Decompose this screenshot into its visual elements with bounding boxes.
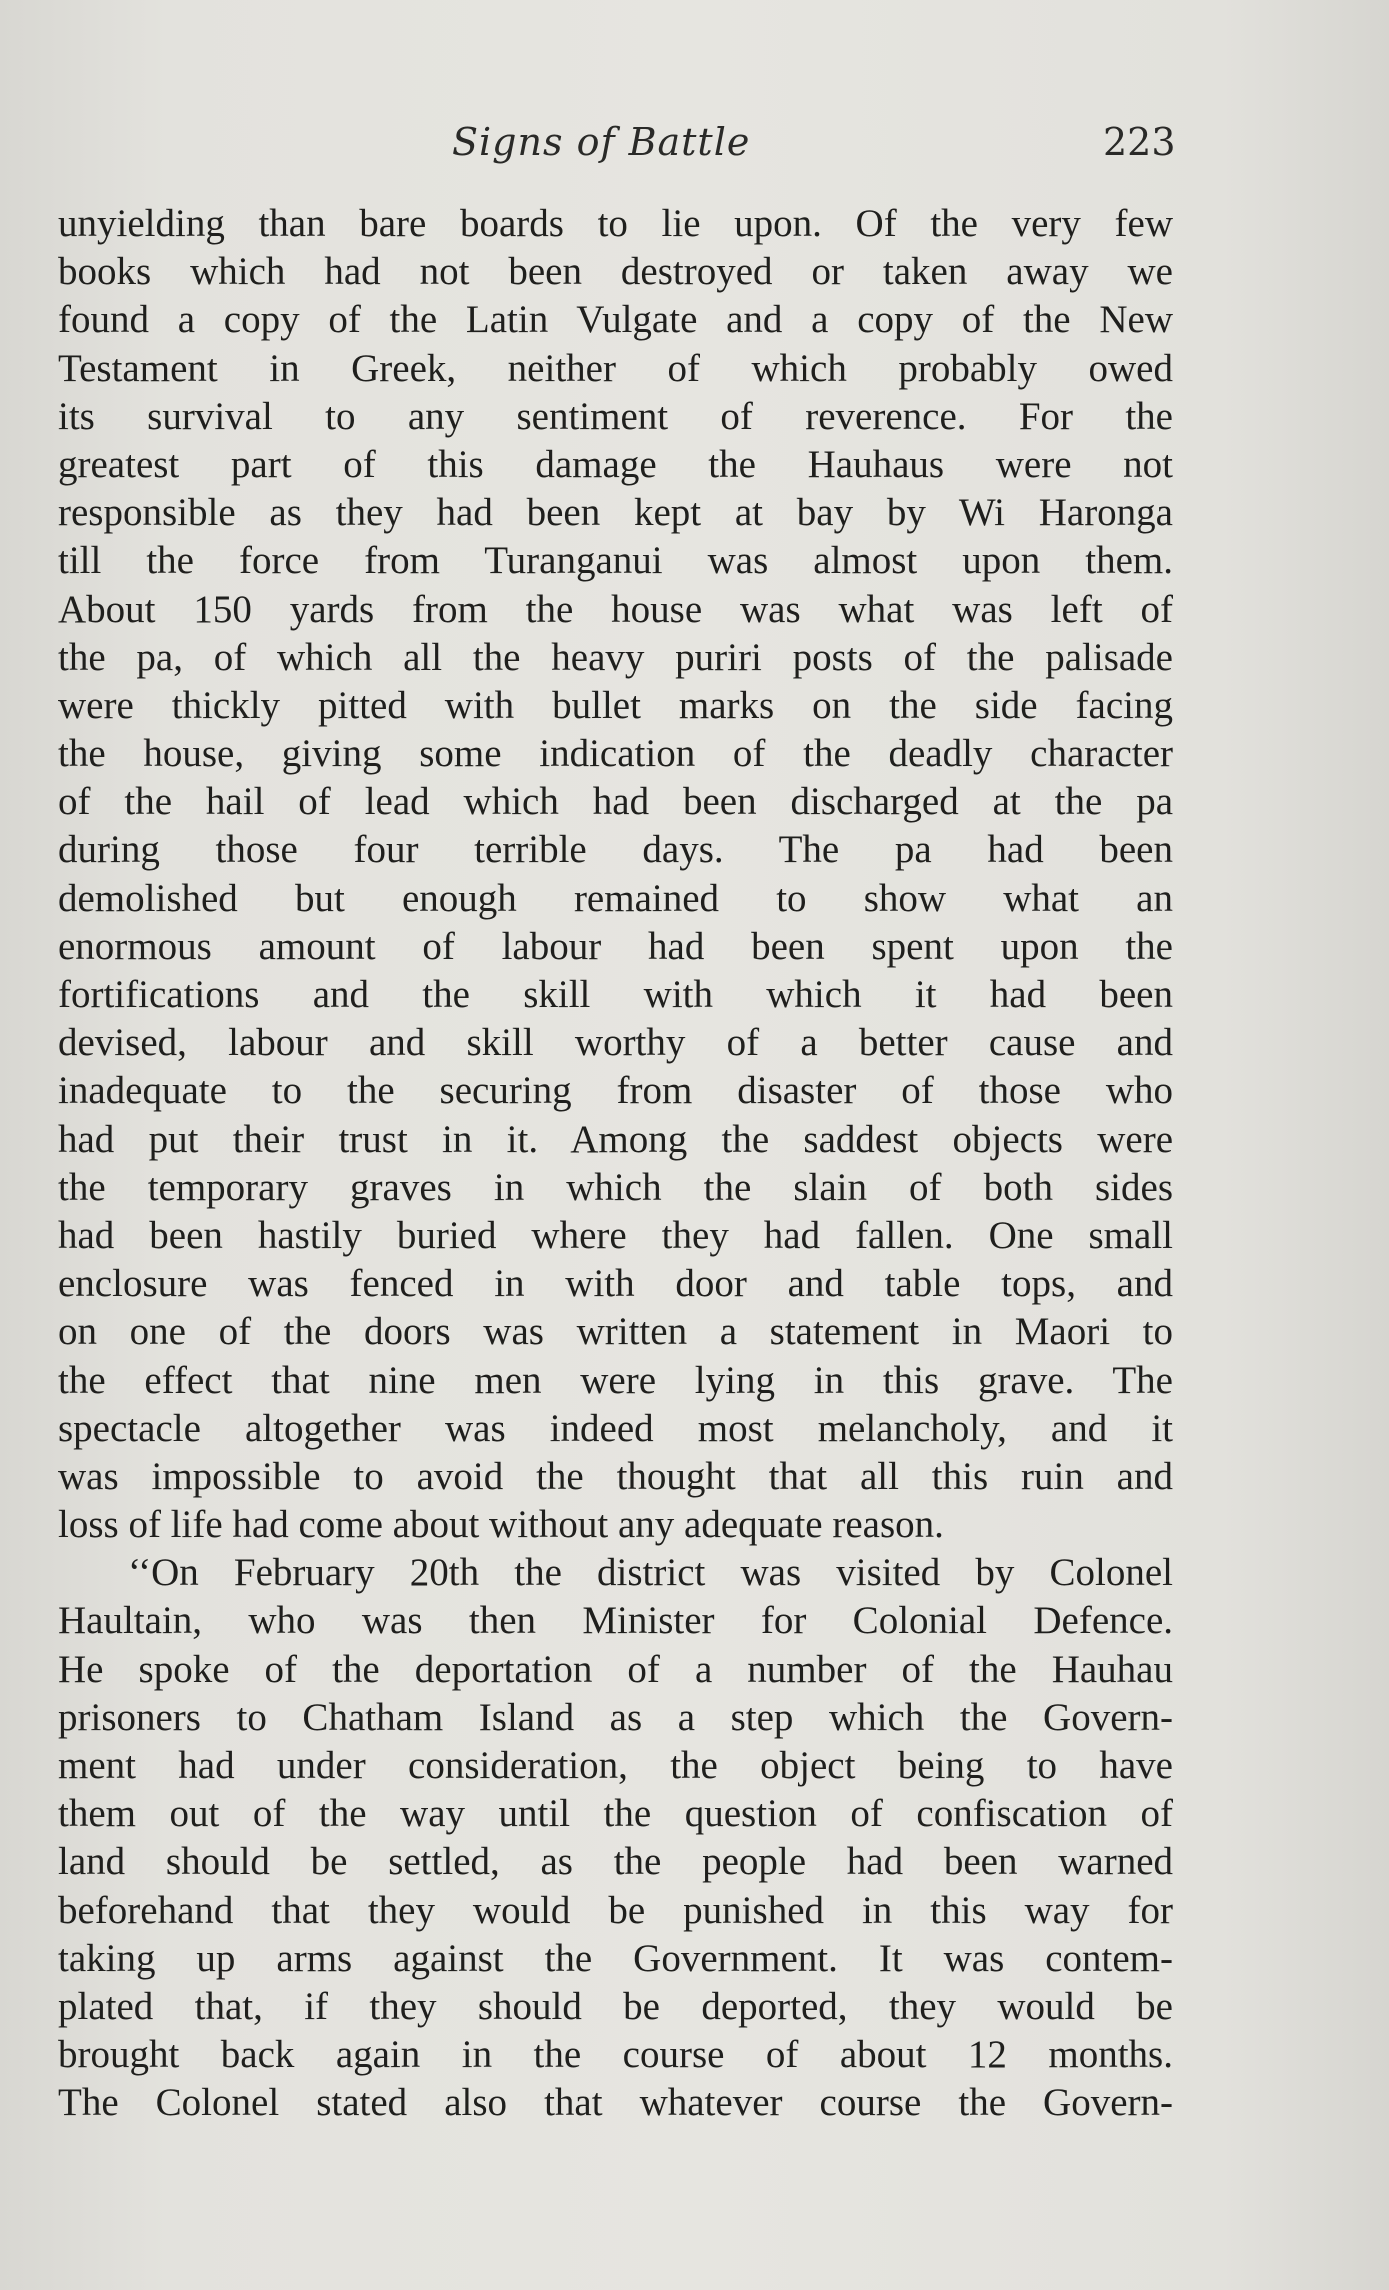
- text-line: had been hastily buried where they had fallen. One small: [58, 1213, 1173, 1257]
- text-line: of the hail of lead which had been discharged at the pa: [58, 780, 1173, 824]
- text-line: ‘‘On February 20th the district was visited by Colonel: [128, 1551, 1173, 1595]
- text-line: greatest part of this damage the Hauhaus were not: [58, 442, 1173, 486]
- text-line: Testament in Greek, neither of which probably owed: [58, 346, 1173, 390]
- text-line: books which had not been destroyed or taken away we: [58, 250, 1173, 294]
- text-line: spectacle altogether was indeed most melancholy, and it: [58, 1406, 1173, 1450]
- text-line: found a copy of the Latin Vulgate and a copy of the New: [58, 298, 1173, 342]
- text-line: the house, giving some indication of the deadly character: [58, 732, 1173, 776]
- text-line: brought back again in the course of about 12 months.: [58, 2033, 1173, 2077]
- text-line: taking up arms against the Government. It was contem-: [58, 1936, 1173, 1980]
- text-line: the pa, of which all the heavy puriri posts of the palisade: [58, 635, 1173, 679]
- text-line: the effect that nine men were lying in this grave. The: [58, 1358, 1173, 1402]
- text-line: devised, labour and skill worthy of a better cause and: [58, 1021, 1173, 1065]
- page-number: 223: [1103, 120, 1176, 164]
- text-line: them out of the way until the question of confiscation of: [58, 1792, 1173, 1836]
- page-header: [0, 120, 1389, 180]
- body-text: [58, 200, 1173, 2128]
- text-line: responsible as they had been kept at bay by Wi Haronga: [58, 491, 1173, 535]
- text-line: had put their trust in it. Among the saddest objects were: [58, 1117, 1173, 1161]
- text-line: ment had under consideration, the object being to have: [58, 1744, 1173, 1787]
- text-line: enormous amount of labour had been spent upon the: [58, 924, 1173, 968]
- text-line: Haultain, who was then Minister for Colonial Defence.: [58, 1599, 1173, 1643]
- text-line: loss of life had come about without any adequate reason.: [58, 1503, 944, 1547]
- text-line: were thickly pitted with bullet marks on the side facing: [58, 683, 1173, 727]
- text-line: fortifications and the skill with which it had been: [58, 973, 1173, 1016]
- text-line: the temporary graves in which the slain of both sides: [58, 1165, 1173, 1209]
- text-line: The Colonel stated also that whatever course the Govern-: [58, 2081, 1173, 2125]
- text-line: was impossible to avoid the thought that all this ruin and: [58, 1454, 1173, 1498]
- running-title: Signs of Battle: [452, 120, 751, 164]
- text-line: demolished but enough remained to show what an: [58, 876, 1173, 920]
- text-line: its survival to any sentiment of reverence. For the: [58, 394, 1173, 438]
- text-line: enclosure was fenced in with door and table tops, and: [58, 1262, 1173, 1306]
- text-line: About 150 yards from the house was what was left of: [58, 587, 1173, 631]
- text-line: inadequate to the securing from disaster of those who: [58, 1069, 1173, 1113]
- text-line: land should be settled, as the people had been warned: [58, 1840, 1173, 1884]
- text-line: till the force from Turanganui was almost upon them.: [58, 539, 1173, 583]
- text-line: unyielding than bare boards to lie upon. Of the very few: [58, 202, 1173, 245]
- text-line: on one of the doors was written a statement in Maori to: [58, 1310, 1173, 1354]
- text-line: He spoke of the deportation of a number of the Hauhau: [58, 1647, 1173, 1691]
- text-line: prisoners to Chatham Island as a step which the Govern-: [58, 1695, 1173, 1739]
- text-line: beforehand that they would be punished in this way for: [58, 1888, 1173, 1932]
- text-line: during those four terrible days. The pa had been: [58, 828, 1173, 872]
- text-line: plated that, if they should be deported, they would be: [58, 1984, 1173, 2028]
